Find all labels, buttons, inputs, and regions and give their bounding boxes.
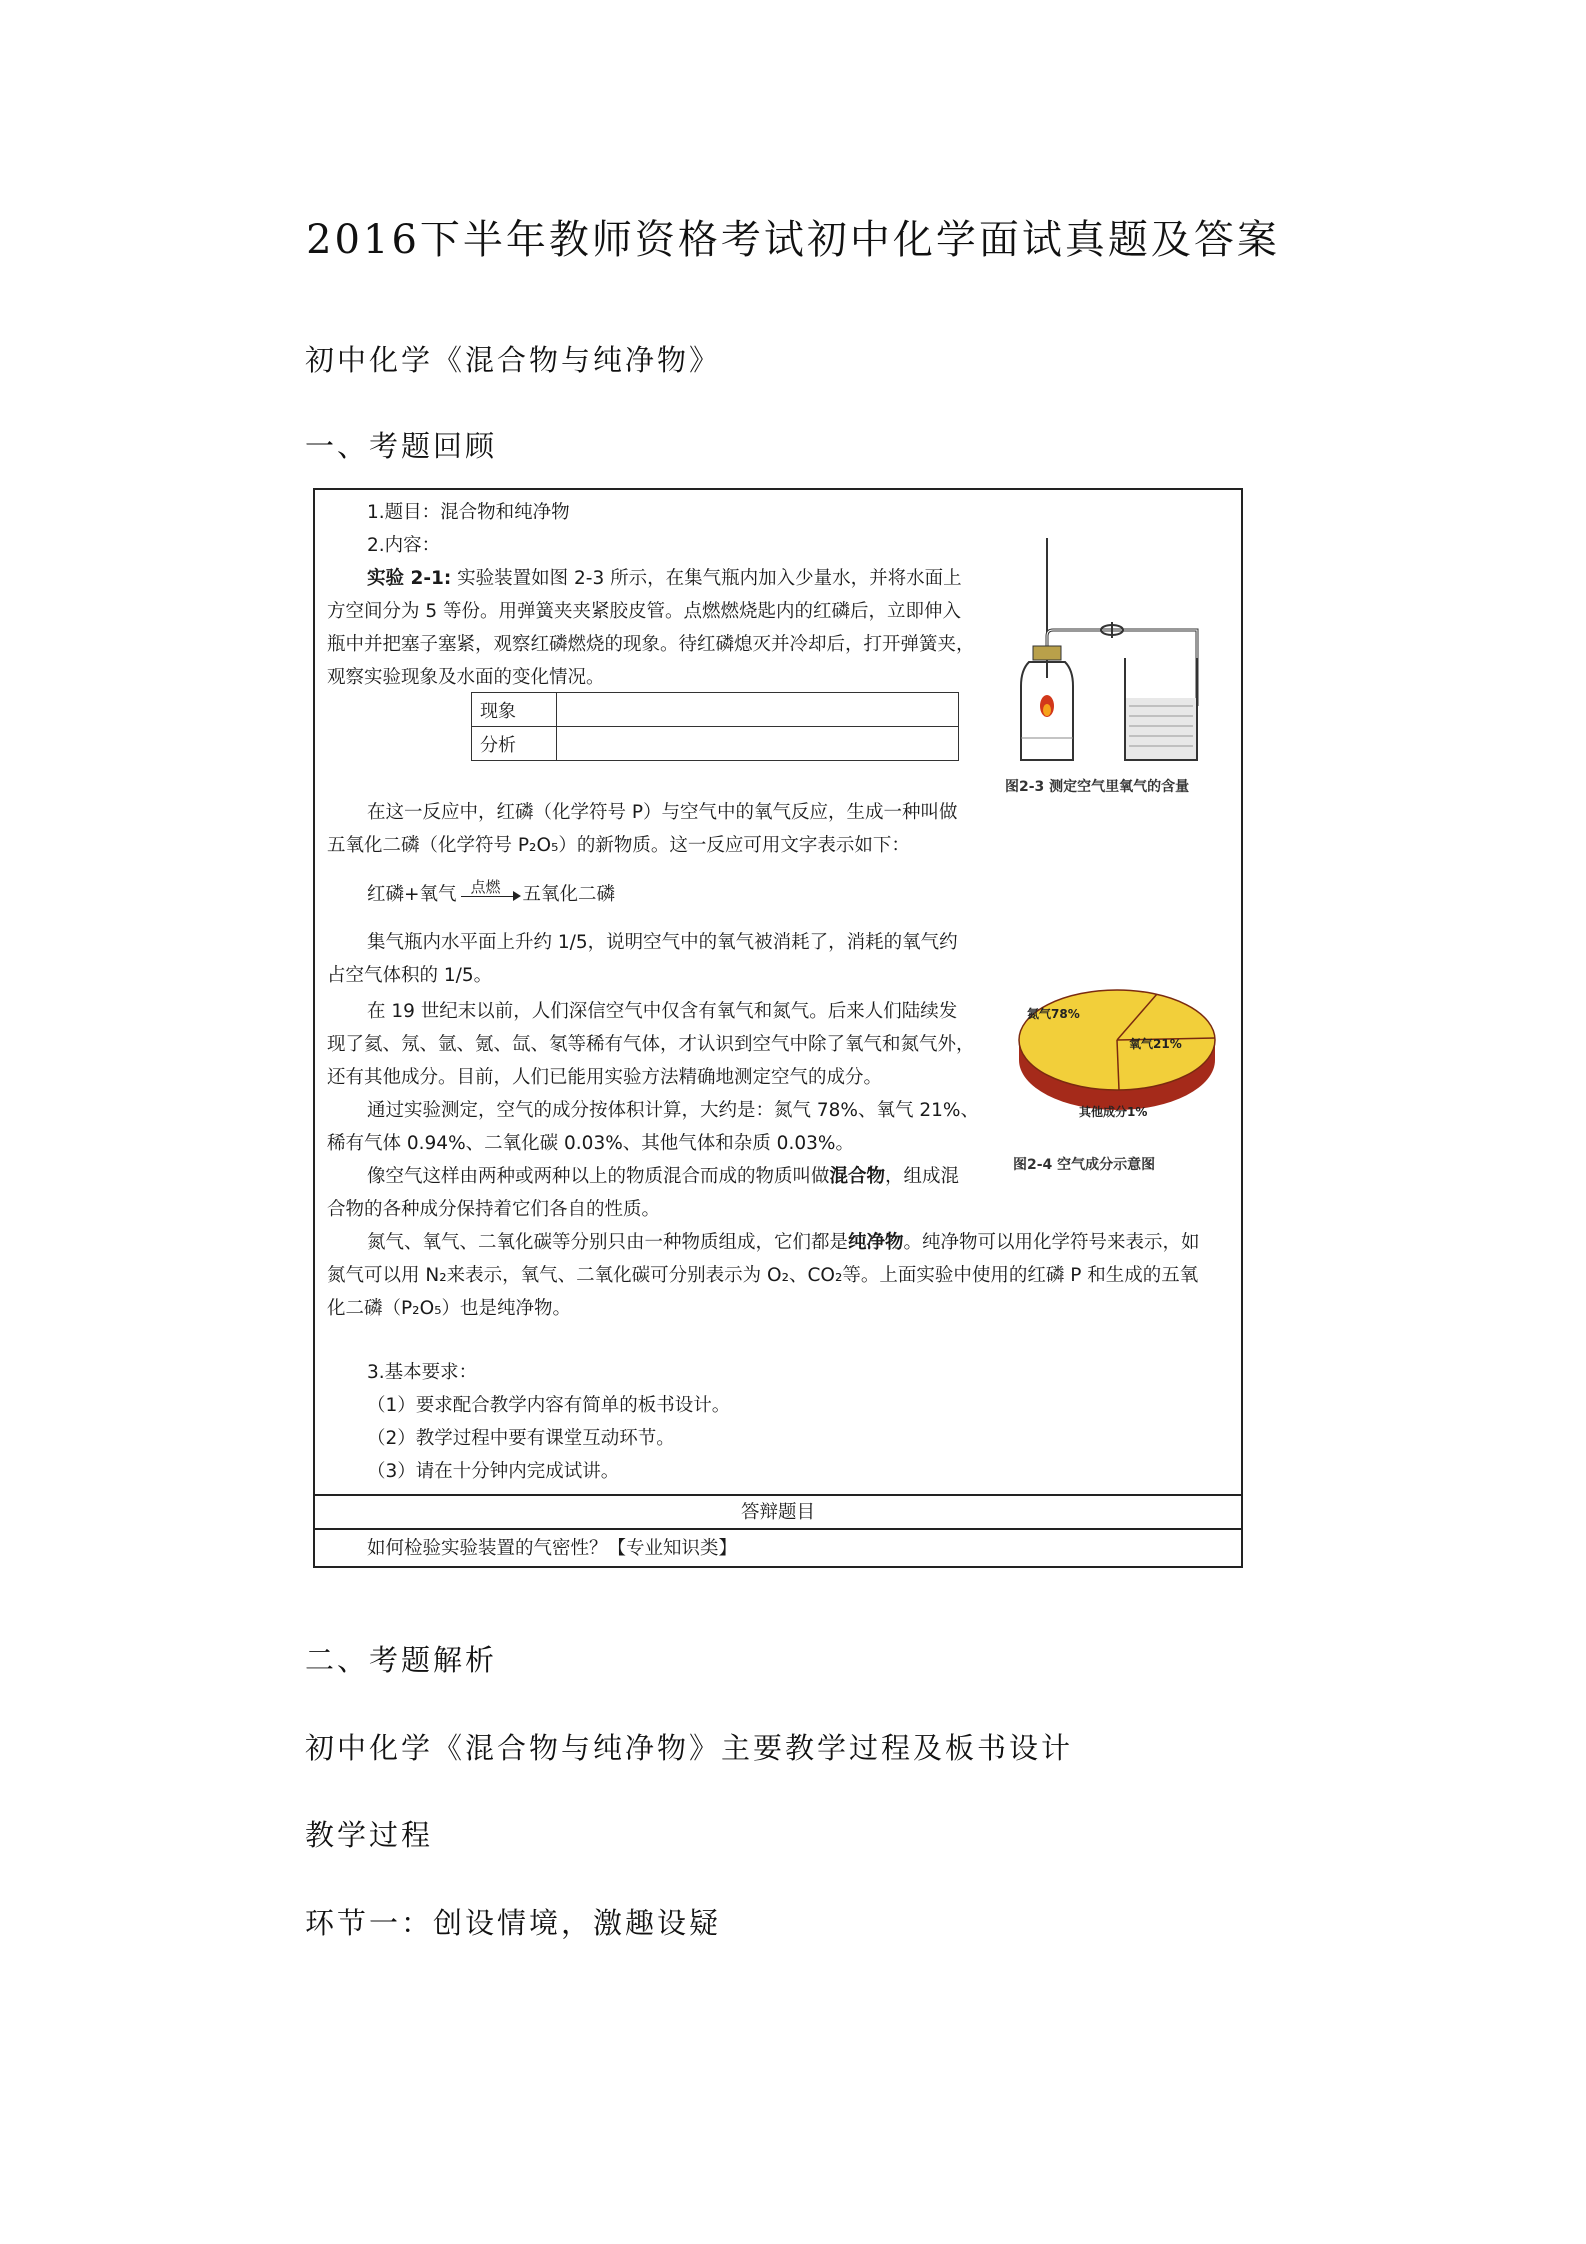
figure-caption-apparatus: 图2-3 测定空气里氧气的含量: [1005, 779, 1190, 795]
experiment-line-4: 观察实验现象及水面的变化情况。: [327, 667, 605, 688]
apparatus-illustration: [1005, 538, 1215, 768]
experiment-line-3: 瓶中并把塞子塞紧，观察红磷燃烧的现象。待红磷熄灭并冷却后，打开弹簧夹，: [327, 634, 975, 655]
pure-line-3: 化二磷（P₂O₅）也是纯净物。: [327, 1298, 572, 1319]
water-line-1: 集气瓶内水平面上升约 1/5，说明空气中的氧气被消耗了，消耗的氧气约: [367, 932, 958, 953]
pure-line-1: [367, 1226, 1200, 1259]
word-equation: [367, 878, 615, 911]
experiment-line-2: 方空间分为 5 等份。用弹簧夹夹紧胶皮管。点燃燃烧匙内的红磷后，立即伸入: [327, 601, 962, 622]
document-title: 2016下半年教师资格考试初中化学面试真题及答案: [306, 217, 1280, 263]
mixture-text-end: ，组成混: [885, 1166, 960, 1187]
water-line-2: 占空气体积的 1/5。: [327, 965, 493, 986]
pure-text: 氮气、氧气、二氧化碳等分别只由一种物质组成，它们都是: [367, 1232, 849, 1253]
subject-heading: 初中化学《混合物与纯净物》: [305, 343, 722, 377]
mixture-text: 像空气这样由两种或两种以上的物质混合而成的物质叫做: [367, 1166, 830, 1187]
experiment-line-1: [367, 562, 962, 595]
process-heading: 教学过程: [305, 1818, 434, 1852]
pie-label-oxygen: 氧气21%: [1129, 1037, 1182, 1051]
equation-condition: 点燃: [470, 878, 501, 896]
analysis-cell: [557, 727, 959, 761]
reaction-line-2: 五氧化二磷（化学符号 P₂O₅）的新物质。这一反应可用文字表示如下：: [327, 835, 910, 856]
equation-product: 五氧化二磷: [522, 884, 616, 905]
question-box: [313, 488, 1243, 1568]
observation-label: 现象: [472, 693, 557, 727]
defense-header: 答辩题目: [740, 1502, 815, 1523]
pie-label-nitrogen: 氮气78%: [1027, 1007, 1080, 1021]
experiment-text-1: 实验装置如图 2-3 所示，在集气瓶内加入少量水，并将水面上: [451, 568, 962, 589]
topic-line: 1.题目：混合物和纯净物: [367, 502, 570, 523]
composition-line-1: 通过实验测定，空气的成分按体积计算，大约是：氮气 78%、氧气 21%、: [367, 1100, 980, 1121]
mixture-line-2: 合物的各种成分保持着它们各自的性质。: [327, 1199, 661, 1220]
section-analysis-heading: 二、考题解析: [305, 1643, 498, 1677]
history-line-2: 现了氦、氖、氩、氪、氙、氡等稀有气体，才认识到空气中除了氧气和氮气外，: [327, 1034, 975, 1055]
content-label: 2.内容：: [367, 535, 441, 556]
figure-caption-pie: 图2-4 空气成分示意图: [1013, 1157, 1156, 1173]
defense-question: 如何检验实验装置的气密性？【专业知识类】: [367, 1538, 738, 1559]
history-line-3: 还有其他成分。目前，人们已能用实验方法精确地测定空气的成分。: [327, 1067, 883, 1088]
composition-line-2: 稀有气体 0.94%、二氧化碳 0.03%、其他气体和杂质 0.03%。: [327, 1133, 854, 1154]
observation-cell: [557, 693, 959, 727]
mixture-line-1: [367, 1160, 959, 1193]
analysis-label: 分析: [472, 727, 557, 761]
analysis-subheading: 初中化学《混合物与纯净物》主要教学过程及板书设计: [305, 1731, 1074, 1765]
requirement-item: （3）请在十分钟内完成试讲。: [367, 1461, 620, 1482]
mixture-term: 混合物: [829, 1166, 886, 1187]
air-composition-pie: [1007, 970, 1227, 1120]
section-review-heading: 一、考题回顾: [305, 429, 498, 463]
pure-text-end: 。纯净物可以用化学符号来表示，如: [903, 1232, 1200, 1253]
requirement-item: （1）要求配合教学内容有简单的板书设计。: [367, 1395, 731, 1416]
defense-header-row: [315, 1494, 1241, 1530]
defense-question-row: [315, 1528, 1241, 1568]
pure-line-2: 氮气可以用 N₂来表示，氧气、二氧化碳可分别表示为 O₂、CO₂等。上面实验中使用的红磷 P 和生成的五氧: [327, 1265, 1199, 1286]
equation-reactants: 红磷+氧气: [367, 884, 457, 905]
history-line-1: 在 19 世纪末以前，人们深信空气中仅含有氧气和氮气。后来人们陆续发: [367, 1001, 958, 1022]
requirement-item: （2）教学过程中要有课堂互动环节。: [367, 1428, 675, 1449]
requirements-label: 3.基本要求：: [367, 1362, 478, 1383]
step-one-heading: 环节一：创设情境，激趣设疑: [305, 1906, 722, 1940]
reaction-arrow: [459, 878, 521, 905]
pie-label-other: 其他成分1%: [1079, 1105, 1148, 1119]
table-row: [472, 727, 959, 761]
pure-term: 纯净物: [848, 1232, 904, 1253]
table-row: [472, 693, 959, 727]
experiment-label: 实验 2-1:: [367, 568, 452, 589]
observation-table: [471, 692, 959, 761]
reaction-line-1: 在这一反应中，红磷（化学符号 P）与空气中的氧气反应，生成一种叫做: [367, 802, 958, 823]
